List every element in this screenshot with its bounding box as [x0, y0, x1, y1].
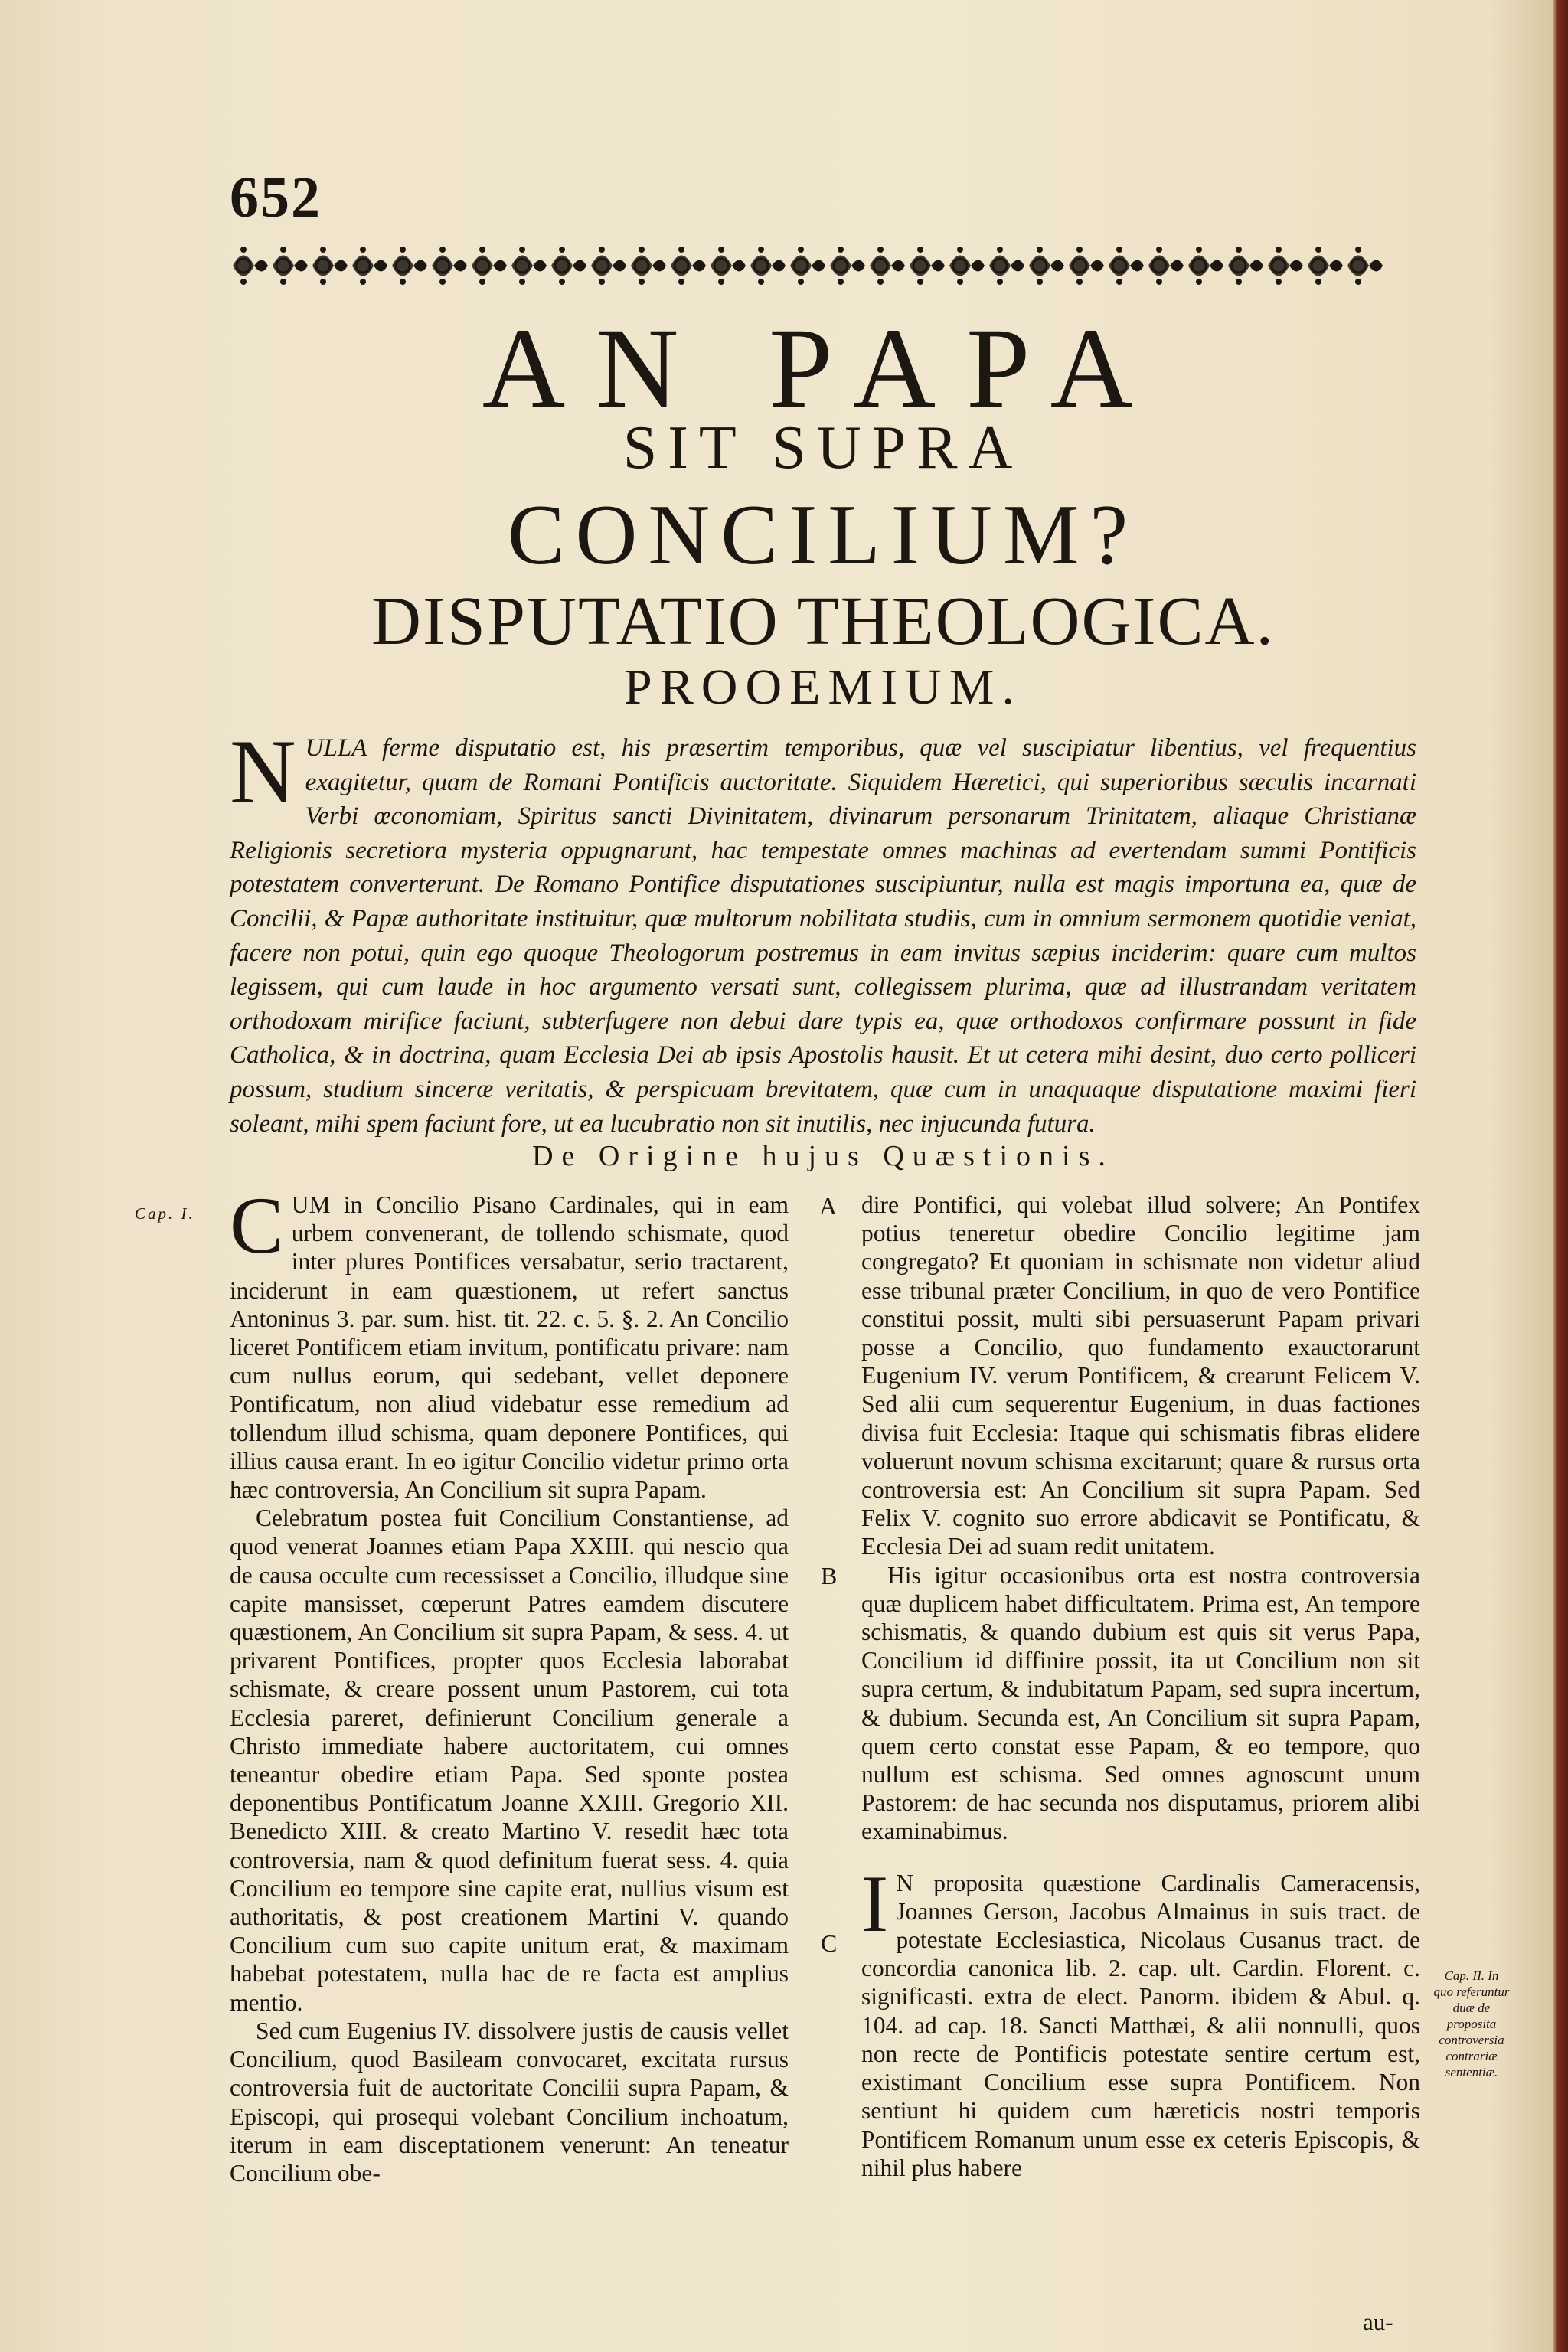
left-paragraph-1 — [230, 1181, 789, 1504]
margin-chapter-2: Cap. II. In quo referuntur duæ de proposita controversia contrariæ sententiæ. — [1433, 1968, 1510, 2079]
section-heading: De Origine hujus Quæstionis. — [532, 1140, 1114, 1172]
right-paragraph-1: dire Pontifici, qui volebat illud solvere; An Pontifex potius teneretur obedire Concilio legitime jam congregato? Et quoniam in schismate non videtur aliud esse tribunal præter Concilium, in quo de vero Pontifice constitui possit, multi sibi persuaserunt Papam privari posse a Concilio, quo fundamento exauctorarunt Eugenium IV. verum Pontificem, & crearunt Felicem V. Sed alii cum sequerentur Eugenium, in duas factiones divisa fuit Ecclesia: Itaque qui schismatis fibras elidere voluerunt novum schisma excitarunt; quare & rursus orta controversia est: An Concilium sit supra Papam. Sed Felix V. cognito suo errore abdicavit se Pontificatu, & Ecclesia Dei ad suam redit unitatem. — [861, 1191, 1420, 1560]
left-column — [230, 1181, 789, 2187]
printer-ornament-band — [230, 239, 1416, 292]
margin-marker-a: A — [819, 1192, 838, 1220]
title-line-5: PROOEMIUM. — [624, 659, 1022, 715]
right-paragraph-2: His igitur occasionibus orta est nostra controversia quæ duplicem habet difficultatem. Prima est, An tempore schismatis, & quando dubium est quis sit verus Papa, Concilium id diffinire possit, ita ut Concilium non sit supra certum, & indubitatum Papam, sed supra incertum, & dubium. Secunda est, An Concilium sit supra Papam, quem certo constat esse Papam, & eo tempore, quo nullum est schisma. Sed omnes agnoscunt unum Pastorem: de hac secunda nos disputamus, priorem alibi examinabimus. — [861, 1561, 1420, 1845]
margin-marker-b: B — [821, 1562, 838, 1589]
right-paragraph-3 — [861, 1858, 1420, 2182]
title-line-1: AN PAPA — [482, 305, 1165, 432]
page-number: 652 — [230, 165, 322, 230]
proem-dropcap: N — [230, 720, 296, 822]
right-column — [861, 1191, 1420, 2182]
title-line-2: SIT SUPRA — [622, 414, 1024, 482]
title-line-4: DISPUTATIO THEOLOGICA. — [371, 583, 1276, 659]
left-paragraph-1-text: UM in Concilio Pisano Cardinales, qui in eam urbem convenerant, de tollendo schismate, quod inter plures Pontifices versabatur, serio tractarent, inciderunt in eam quæstionem, ut refert sanctus Antoninus 3. par. sum. hist. tit. 22. c. 5. §. 2. An Concilio liceret Pontificem etiam invitum, pontificatu privare: nam cum nullus eorum, qui sedebant, vellet deponere Pontificatum, non aliud videbatur esse remedium ad tollendum illud schisma, quam deponere Pontifices, qui illius causa erant. In eo igitur Concilio videtur primo orta hæc controversia, An Concilium sit supra Papam. — [230, 1191, 789, 1504]
title-line-3: CONCILIUM? — [507, 488, 1139, 583]
margin-marker-c: C — [821, 1929, 838, 1957]
left-dropcap: C — [230, 1181, 284, 1270]
margin-chapter-1: Cap. I. — [135, 1204, 195, 1223]
catchword: au- — [1363, 2308, 1393, 2335]
left-paragraph-2: Celebratum postea fuit Concilium Constantiense, ad quod venerat Joannes etiam Papa XXIII. qui nescio qua de causa occulte cum recessisset a Concilio, illudque sine capite mansisset, cœperunt Patres eamdem discutere quæstionem, An Concilium sit supra Papam, & sess. 4. ut privarent Pontifices, propter quos Ecclesia laborabat schismate, & creare possent unum Pastorem, cui tota Ecclesia pareret, definierunt Concilium generale a Christo immediate habere auctoritatem, cui omnes teneantur obedire etiam Papa. Sed sponte postea deponentibus Pontificatum Joanne XXIII. Gregorio XII. Benedicto XIII. & creato Martino V. resedit hæc tota controversia, nam & quod definitum fuerat sess. 4. quia Concilium eo tempore sine capite erat, nullius visum est authoritatis, & post creationem Martini V. quando Concilium cum suo capite unitum erat, & maximam habebat potestatem, nulla hac de re facta est amplius mentio. — [230, 1504, 789, 2016]
proem-paragraph — [230, 720, 1416, 1141]
proem-text: ULLA ferme disputatio est, his præsertim temporibus, quæ vel suscipiatur libentius, vel frequentius exagitetur, quam de Romani Pontificis auctoritate. Siquidem Hæretici, qui superioribus sæculis incarnati Verbi œconomiam, Spiritus sancti Divinitatem, divinarum personarum Trinitatem, aliaque Christianæ Religionis secretiora mysteria oppugnarunt, hac tempestate omnes machinas ad evertendam summi Pontificis potestatem converterunt. De Romano Pontifice disputationes suscipiuntur, nulla est magis importuna ea, quæ de Concilii, & Papæ authoritate instituitur, quæ multorum nobilitata studiis, cum in omnium sermonem quotidie veniat, facere non potui, quin ego quoque Theologorum postremus in eam invitus sæpius inciderim: quare cum multos legissem, qui cum laude in hoc argumento versati sunt, collegissem plurima, quæ ad illustrandam veritatem orthodoxam mirifice faciunt, subterfugere non debui dare typis ea, quæ orthodoxos confirmare possunt in fide Catholica, & in doctrina, quam Ecclesia Dei ab ipsis Apostolis hausit. Et ut cetera mihi desint, duo certo polliceri possum, studium sinceræ veritatis, & perspicuam brevitatem, quæ cum in unaquaque disputatione maximi fieri soleant, mihi spem faciunt fore, ut ea lucubratio non sit inutilis, nec injucunda futura. — [230, 734, 1416, 1138]
right-paragraph-3-text: N proposita quæstione Cardinalis Cameracensis, Joannes Gerson, Jacobus Almainus in suis tract. de potestate Ecclesiastica, Nicolaus Cusanus tract. de concordia canonica lib. 2. cap. ult. Cardin. Florent. c. significasti. extra de elect. Panorm. ibidem & Abul. q. 104. ad cap. 18. Sancti Matthæi, & alii nonnulli, quos non recte de Pontificis potestate sentire certum est, existimant Concilium esse supra Pontificem. Non sentiunt hi quidem cum hæreticis nostri temporis Pontificem Romanum unum esse ex ceteris Episcopis, & nihil plus habere — [861, 1869, 1420, 2181]
right-dropcap: I — [861, 1858, 889, 1949]
left-paragraph-3: Sed cum Eugenius IV. dissolvere justis de causis vellet Concilium, quod Basileam convocaret, excitata rursus controversia fuit de auctoritate Concilii supra Papam, & Episcopi, qui prosequi volebant Concilium inchoatum, iterum in eam disceptationem venerunt: An teneatur Concilium obe- — [230, 2017, 789, 2187]
